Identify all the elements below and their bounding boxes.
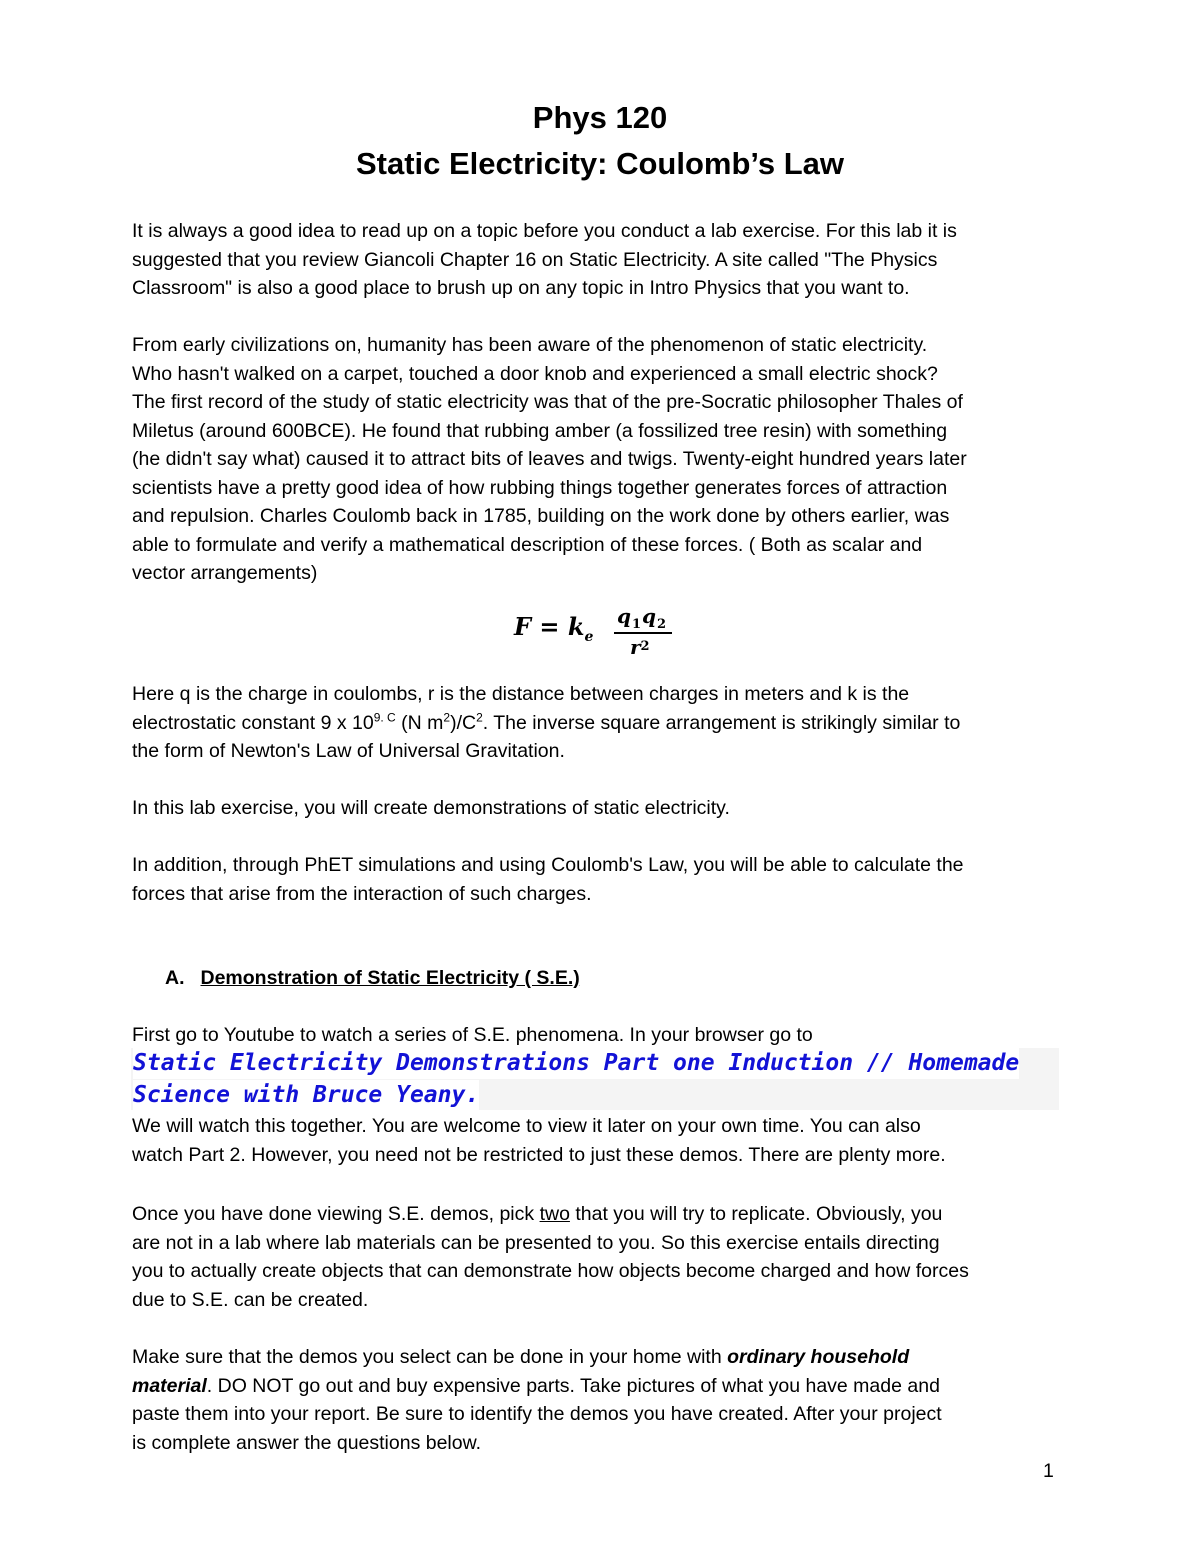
history-line: scientists have a pretty good idea of how rubbing things together generates forces of attraction <box>132 476 948 499</box>
section-a-heading <box>165 964 580 992</box>
intro-line: suggested that you review Giancoli Chapter 16 on Static Electricity. A site called "The Physics <box>132 248 938 271</box>
replicate-line: due to S.E. can be created. <box>132 1288 369 1311</box>
history-line: Miletus (around 600BCE). He found that rubbing amber (a fossilized tree resin) with something <box>132 419 948 442</box>
youtube-instruction <box>132 1021 1072 1050</box>
lab-exercise-line: In this lab exercise, you will create demonstrations of static electricity. <box>132 797 730 819</box>
section-a-title: Demonstration of Static Electricity ( S.E.) <box>200 967 580 989</box>
intro-paragraph <box>132 217 1072 303</box>
history-line: (he didn't say what) caused it to attract bits of leaves and twigs. Twenty-eight hundred years later <box>132 448 967 470</box>
replicate-paragraph <box>132 1200 1072 1314</box>
history-line: Who hasn't walked on a carpet, touched a door knob and experienced a small electric shock? <box>132 362 938 385</box>
page-number: 1 <box>1043 1460 1054 1482</box>
history-line: vector arrangements) <box>132 562 318 584</box>
youtube-line: First go to Youtube to watch a series of S.E. phenomena. In your browser go to <box>132 1024 813 1046</box>
coulomb-formula <box>514 604 674 664</box>
watch-line: We will watch this together. You are welcome to view it later on your own time. You can also <box>132 1115 921 1137</box>
video-link-line[interactable]: Static Electricity Demonstrations Part one Induction // Homemade <box>133 1048 1019 1079</box>
video-link-line[interactable]: Science with Bruce Yeany. <box>133 1080 479 1111</box>
watch-paragraph <box>132 1112 1072 1169</box>
history-paragraph <box>132 331 1072 588</box>
section-a-letter: A. <box>165 967 185 989</box>
watch-line: watch Part 2. However, you need not be restricted to just these demos. There are plenty more. <box>132 1143 946 1166</box>
formula-denominator: $r^2$ <box>630 635 650 659</box>
document-title: Phys 120 <box>532 100 668 135</box>
replicate-line: Once you have done viewing S.E. demos, pick two that you will try to replicate. Obviously, you <box>132 1203 943 1225</box>
materials-paragraph <box>132 1343 1072 1457</box>
intro-line: Classroom" is also a good place to brush up on any topic in Intro Physics that you want to. <box>132 277 910 299</box>
intro-line: It is always a good idea to read up on a topic before you conduct a lab exercise. For this lab it is <box>132 220 957 242</box>
history-line: From early civilizations on, humanity has been aware of the phenomenon of static electricity. <box>132 334 928 356</box>
constants-line: Here q is the charge in coulombs, r is the distance between charges in meters and k is the <box>132 683 910 705</box>
materials-line: Make sure that the demos you select can be done in your home with ordinary household <box>132 1346 910 1368</box>
history-line: The first record of the study of static electricity was that of the pre-Socratic philosopher Thales of <box>132 391 963 413</box>
materials-line: paste them into your report. Be sure to identify the demos you have created. After your project <box>132 1403 942 1425</box>
phet-paragraph <box>132 851 1072 908</box>
constants-line: the form of Newton's Law of Universal Gravitation. <box>132 740 565 762</box>
constants-paragraph <box>132 680 1072 766</box>
constants-line: electrostatic constant 9 x $10^{9. C}$ (N $m^2)/C^2$. The inverse square arrangement is strikingly similar to <box>132 710 961 734</box>
formula-fraction-bar <box>614 632 672 634</box>
replicate-line: are not in a lab where lab materials can be presented to you. So this exercise entails directing <box>132 1231 940 1254</box>
video-link-block[interactable] <box>131 1048 1059 1110</box>
formula-numerator: $q_1q_2$ <box>617 604 668 632</box>
document-subtitle: Static Electricity: Coulomb’s Law <box>355 146 845 181</box>
history-line: and repulsion. Charles Coulomb back in 1785, building on the work done by others earlier, was <box>132 505 950 527</box>
history-line: able to formulate and verify a mathematical description of these forces. ( Both as scalar and <box>132 533 923 556</box>
phet-line: In addition, through PhET simulations and using Coulomb's Law, you will be able to calculate the <box>132 854 964 876</box>
formula-lhs: $F = k_e$ <box>514 612 594 645</box>
phet-line: forces that arise from the interaction of such charges. <box>132 882 592 905</box>
lab-exercise-paragraph <box>132 794 1072 823</box>
replicate-line: you to actually create objects that can demonstrate how objects become charged and how forces <box>132 1260 969 1282</box>
materials-line: is complete answer the questions below. <box>132 1431 482 1454</box>
materials-line: material. DO NOT go out and buy expensive parts. Take pictures of what you have made and <box>132 1374 940 1397</box>
